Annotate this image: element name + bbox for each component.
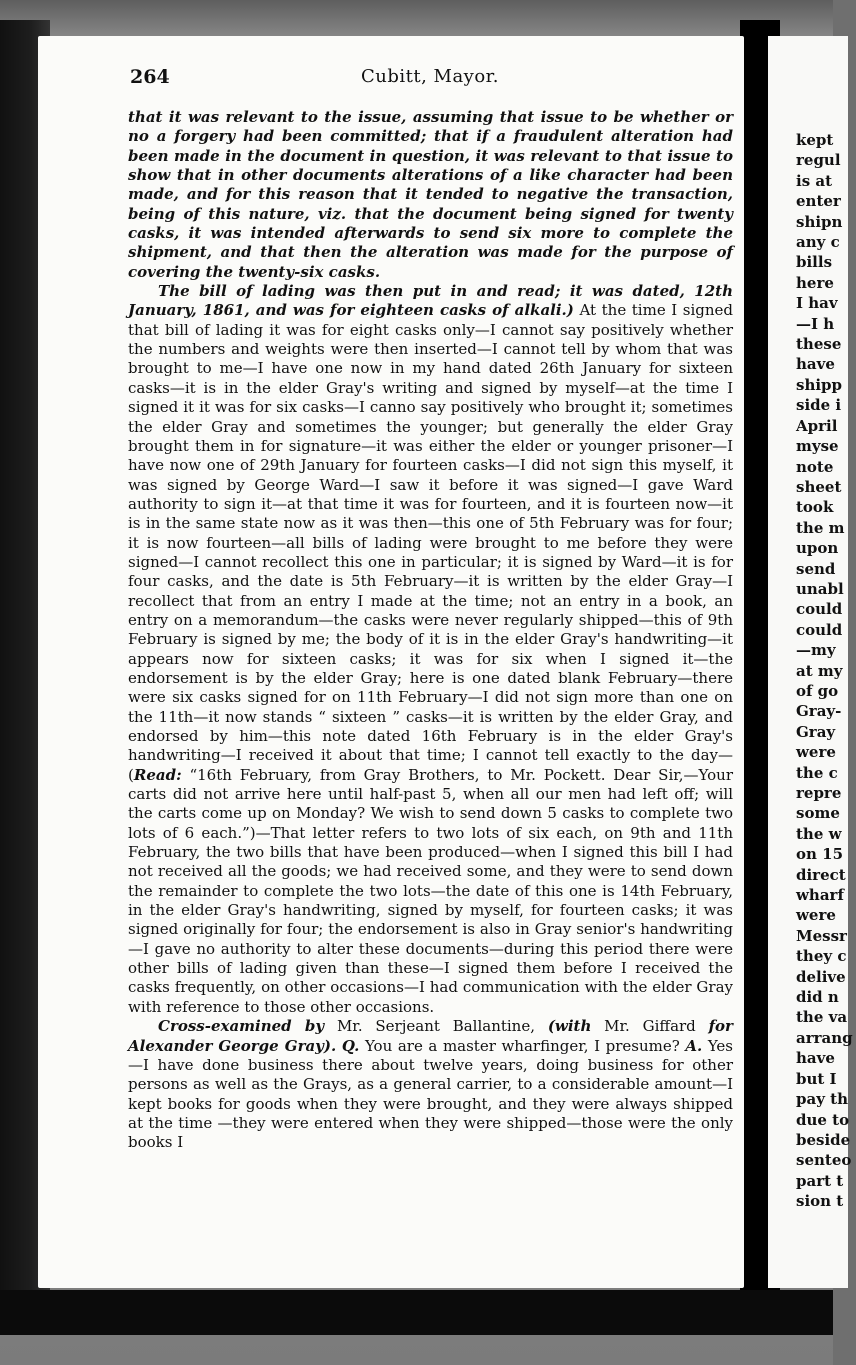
paragraph-2	[128, 282, 733, 1017]
facing-page-line: send	[796, 559, 836, 578]
facing-page-line: these	[796, 335, 842, 354]
facing-page-line: were	[796, 906, 836, 925]
facing-page-line: here	[796, 273, 834, 292]
running-head	[130, 66, 730, 92]
book-page	[38, 36, 744, 1288]
facing-page-line: is at	[796, 171, 833, 190]
counsel-1: Mr. Serjeant Ballantine,	[336, 1017, 535, 1036]
facing-page-line: —I h	[796, 314, 835, 333]
paragraph-2-intro: The bill of lading was then put in and read; it was dated, 12th January, 1861, and was for eighteen casks of alkali.)	[128, 282, 733, 320]
paragraph-1: that it was relevant to the issue, assuming that issue to be whether or no a forgery had been committed; that if a fraudulent alteration had been made in the document in question, it was relevant to that issue to show that in other documents alterations of a like character had been made, and for this reason that it tended to negative the transaction, being of this nature, viz. that the document being signed for twenty casks, it was intended afterwards to send six more to complete the shipment, and that then the alteration was made for the purpose of covering the twenty-six casks.	[128, 108, 733, 281]
facing-page-line: they c	[796, 947, 847, 966]
page-number: 264	[130, 66, 170, 88]
facing-page-line: direct	[796, 865, 846, 884]
facing-page-line: could	[796, 620, 843, 639]
facing-page-line: some	[796, 804, 840, 823]
facing-page-line: arrang	[796, 1028, 853, 1047]
facing-page-line: the va	[796, 1008, 848, 1027]
facing-page-line: have	[796, 1049, 835, 1068]
paragraph-3	[128, 1017, 733, 1152]
facing-page-line: beside	[796, 1130, 851, 1149]
question-label: Q.	[341, 1036, 360, 1055]
facing-page-line: sion t	[796, 1192, 844, 1211]
facing-page-line: enter	[796, 192, 841, 211]
facing-page-line: note	[796, 457, 834, 476]
facing-page-line: Messr	[796, 926, 847, 945]
facing-page-line: could	[796, 600, 843, 619]
facing-page-line: at my	[796, 661, 843, 680]
facing-page-line: of go	[796, 681, 839, 700]
facing-page-line: I hav	[796, 294, 838, 313]
facing-page-line: myse	[796, 437, 839, 456]
facing-page-line: but I	[796, 1069, 837, 1088]
read-label: Read:	[133, 765, 182, 784]
running-title: Cubitt, Mayor.	[360, 66, 500, 87]
facing-page-line: side i	[796, 396, 842, 415]
facing-page-line: kept	[796, 131, 834, 149]
facing-page-line: —my	[796, 641, 836, 660]
facing-page-text	[796, 130, 856, 1212]
facing-page-line: the c	[796, 763, 838, 782]
paragraph-2-testimony: At the time I signed that bill of lading it was for eight casks only—I cannot say positively whether the numbers and weights were then inserted—I cannot tell by whom that was brought to me—I have one now in my hand dated 26th January for sixteen casks—it is in the elder Gray's writing and signed by myself—at the time I signed it it was for six casks—I canno say positively who brought it; sometimes the elder Gray and sometimes the younger; but generally the elder Gray brought them in for signature—it was either the elder or younger prisoner—I have now one of 29th January for fourteen casks—I did not sign this myself, it was signed by George Ward—I saw it before it was signed—I gave Ward authority to sign it—at that time it was for fourteen, and it is fourteen now—it is in the same state now as it was then—this one of 5th February was for four; it is now fourteen—all bills of lading were brought to me before they were signed—I cannot recollect this one in particular; it is signed by Ward—it is for four casks, and the date is 5th February—it is written by the elder Gray—I recollect that from an entry I made at the time; not an entry in a book, an entry on a memorandum—the casks were never regularly shipped—this of 9th February is signed by me; the body of it is in the elder Gray's handwriting—it appears now for sixteen casks; it was for six when I signed it—the endorsement is by the elder Gray; here is one dated blank February—there were six casks signed for on 11th February—I did not sign more than one on the 11th—it now stands “ sixteen ” casks—it is written by the elder Gray, and endorsed by him—this note dated 16th February is in the elder Gray's handwriting—I received it about that time; I cannot tell exactly to the day—(	[128, 301, 734, 784]
facing-page-line: upon	[796, 539, 839, 558]
facing-page-line: shipp	[796, 375, 843, 394]
facing-page-line: shipn	[796, 212, 843, 231]
facing-page-line: sheet	[796, 477, 842, 496]
facing-page-line: senteo	[796, 1151, 852, 1170]
with-label: (with	[547, 1017, 592, 1036]
bottom-scan-band	[0, 1290, 833, 1335]
facing-page-line: bills	[796, 253, 833, 272]
facing-page-line: have	[796, 355, 835, 374]
facing-page-line: the w	[796, 824, 842, 843]
facing-page-line: took	[796, 498, 834, 517]
counsel-2: Mr. Giffard	[604, 1017, 696, 1036]
body-text	[128, 108, 733, 1153]
facing-page-line: April	[796, 416, 838, 435]
question-text: You are a master wharfinger, I presume?	[359, 1036, 686, 1055]
answer-text: Yes—I have done business there about twelve years, doing business for other persons as well as the Grays, as a general carrier, to a considerable amount—I kept books for goods when they were brought, and they were always shipped at the time —they were entered when they were shipped—those were the only books I	[128, 1036, 733, 1152]
cross-label: Cross-examined by	[158, 1017, 325, 1036]
facing-page-line: delive	[796, 967, 846, 986]
facing-page	[768, 36, 853, 1288]
facing-page-line: any c	[796, 233, 840, 252]
facing-page-line: Gray	[796, 722, 836, 741]
facing-page-line: wharf	[796, 886, 844, 905]
facing-page-line: were	[796, 743, 836, 762]
facing-page-line: pay th	[796, 1090, 848, 1109]
facing-page-line: part t	[796, 1171, 844, 1190]
for-label: for Alexander George Gray).	[128, 1017, 733, 1055]
facing-page-line: due to	[796, 1110, 850, 1129]
paragraph-2-letter: “16th February, from Gray Brothers, to Mr. Pockett. Dear Sir,—Your carts did not arrive here until half-past 5, when all our men had left off; will the carts come up on Monday? We wish to send down 5 casks to complete two lots of 6 each.”)—That letter refers to two lots of six each, on 9th and 11th February, the two bills that have been produced—when I signed this bill I had not received all the goods; we had received some, and they were to send down the remainder to complete the two lots—the date of this one is 14th February, in the elder Gray's handwriting, signed by myself, for fourteen casks; it was signed originally for four; the endorsement is also in Gray senior's handwriting—I gave no authority to alter these documents—during this period there were other bills of lading given than these—I signed them before I received the casks frequently, on other occasions—I had communication with the elder Gray with reference to those other occasions.	[128, 765, 733, 1016]
facing-page-line: did n	[796, 988, 839, 1007]
answer-label: A.	[685, 1036, 703, 1055]
facing-page-line: Gray-	[796, 702, 842, 721]
facing-page-line: on 15	[796, 845, 844, 864]
facing-page-line: unabl	[796, 579, 844, 598]
facing-page-line: regul	[796, 151, 841, 170]
facing-page-line: the m	[796, 518, 845, 537]
facing-page-line: repre	[796, 784, 842, 802]
